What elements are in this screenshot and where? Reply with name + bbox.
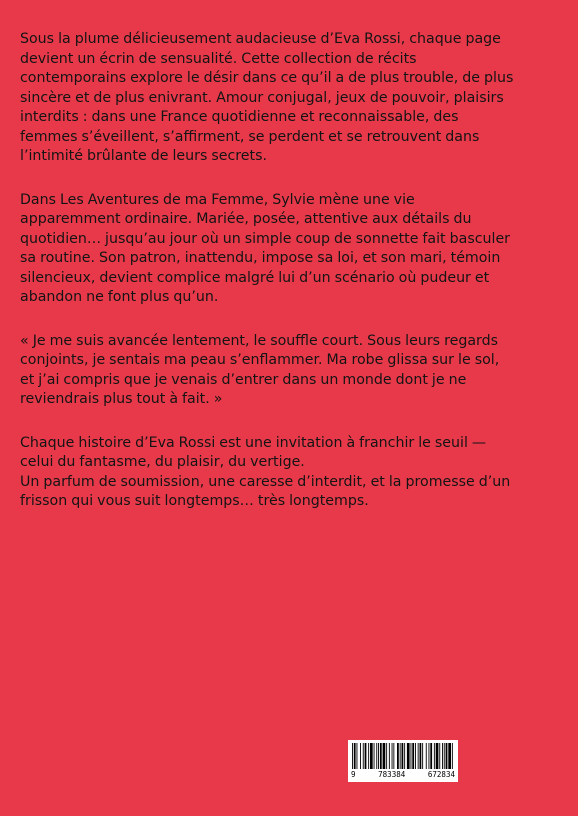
barcode-bar [400, 743, 401, 769]
barcode-bar [376, 743, 377, 769]
barcode-bar [452, 743, 453, 769]
text-line: quotidien… jusqu’au jour où un simple coup de sonnette fait basculer [20, 230, 511, 247]
barcode-bar [386, 743, 387, 769]
barcode-bar [411, 743, 412, 769]
barcode-bar [352, 743, 353, 769]
barcode-bar [370, 743, 373, 769]
back-cover-text [20, 30, 560, 536]
text-line: Dans Les Aventures de ma Femme, Sylvie mène une vie [20, 191, 415, 208]
barcode-bar [439, 743, 440, 769]
barcode-bar [354, 743, 356, 769]
barcode-bar [426, 743, 427, 769]
blurb-paragraph-4 [20, 434, 560, 512]
barcode-bars [348, 740, 458, 772]
blurb-paragraph-2 [20, 191, 560, 308]
barcode-bar [446, 743, 448, 769]
excerpt-quote [20, 332, 560, 410]
text-line: conjoints, je sentais ma peau s’enflammer. Ma robe glissa sur le sol, [20, 352, 500, 368]
text-line: et j’ai compris que je venais d’entrer dans un monde dont je ne [20, 371, 467, 388]
barcode-bar [418, 743, 419, 769]
text-line: reviendrais plus tout à fait. » [20, 391, 223, 407]
barcode-bar [434, 743, 435, 769]
barcode-bar [389, 743, 390, 769]
text-line: frisson qui vous suit longtemps… très longtemps. [20, 493, 369, 509]
text-line: sa routine. Son patron, inattendu, impose sa loi, et son mari, témoin [20, 250, 501, 266]
text-line: silencieux, devient complice malgré lui d’un scénario où pudeur et [20, 269, 490, 286]
barcode-bar [378, 743, 379, 769]
barcode-bar [365, 743, 367, 769]
barcode-bar [360, 743, 361, 769]
text-line: Sous la plume délicieusement audacieuse d’Eva Rossi, chaque page [20, 31, 501, 47]
barcode-bar [412, 743, 414, 769]
text-line: sincère et de plus enivrant. Amour conjugal, jeux de pouvoir, plaisirs [20, 89, 504, 106]
barcode-bar [363, 743, 364, 769]
barcode-bar [374, 743, 375, 769]
text-line: devient un écrin de sensualité. Cette collection de récits [20, 50, 417, 67]
barcode-bar [436, 743, 439, 769]
barcode-bar [407, 743, 410, 769]
text-line: Un parfum de soumission, une caresse d’interdit, et la promesse d’un [20, 473, 511, 490]
text-line: contemporains explore le désir dans ce qu’il a de plus trouble, de plus [20, 70, 514, 86]
barcode-bar [444, 743, 445, 769]
barcode-bar [422, 743, 423, 769]
barcode-bar [393, 743, 394, 769]
text-line: Chaque histoire d’Eva Rossi est une invitation à franchir le seuil — [20, 434, 487, 451]
barcode-bar [415, 743, 416, 769]
barcode-bar [397, 743, 399, 769]
barcode-bar [448, 743, 451, 769]
barcode-bar [383, 743, 386, 769]
text-line: interdits : dans une France quotidienne et reconnaissable, des [20, 109, 459, 125]
barcode-bar [368, 743, 369, 769]
text-line: l’intimité brûlante de leurs secrets. [20, 148, 267, 164]
barcode-digit-group-left: 783384 [378, 770, 406, 779]
barcode-bar [392, 743, 393, 769]
barcode-bar [442, 743, 443, 769]
blurb-paragraph-1 [20, 30, 560, 167]
barcode-digits [351, 770, 455, 780]
barcode-bar [357, 743, 358, 769]
barcode-bar [430, 743, 432, 769]
text-line: celui du fantasme, du plaisir, du vertige. [20, 454, 305, 470]
text-line: abandon ne font plus qu’un. [20, 289, 219, 305]
text-line: « Je me suis avancée lentement, le souffle court. Sous leurs regards [20, 332, 499, 349]
barcode-bar [402, 743, 404, 769]
barcode-bar [429, 743, 430, 769]
barcode-bar [380, 743, 382, 769]
text-line: femmes s’éveillent, s’affirment, se perdent et se retrouvent dans [20, 128, 480, 145]
text-line: apparemment ordinaire. Mariée, posée, attentive aux détails du [20, 211, 472, 227]
barcode-bar [420, 743, 422, 769]
barcode-digit-lead: 9 [351, 770, 356, 779]
barcode-digit-group-right: 672834 [427, 770, 455, 779]
isbn-barcode [348, 740, 458, 782]
barcode-bar [404, 743, 405, 769]
